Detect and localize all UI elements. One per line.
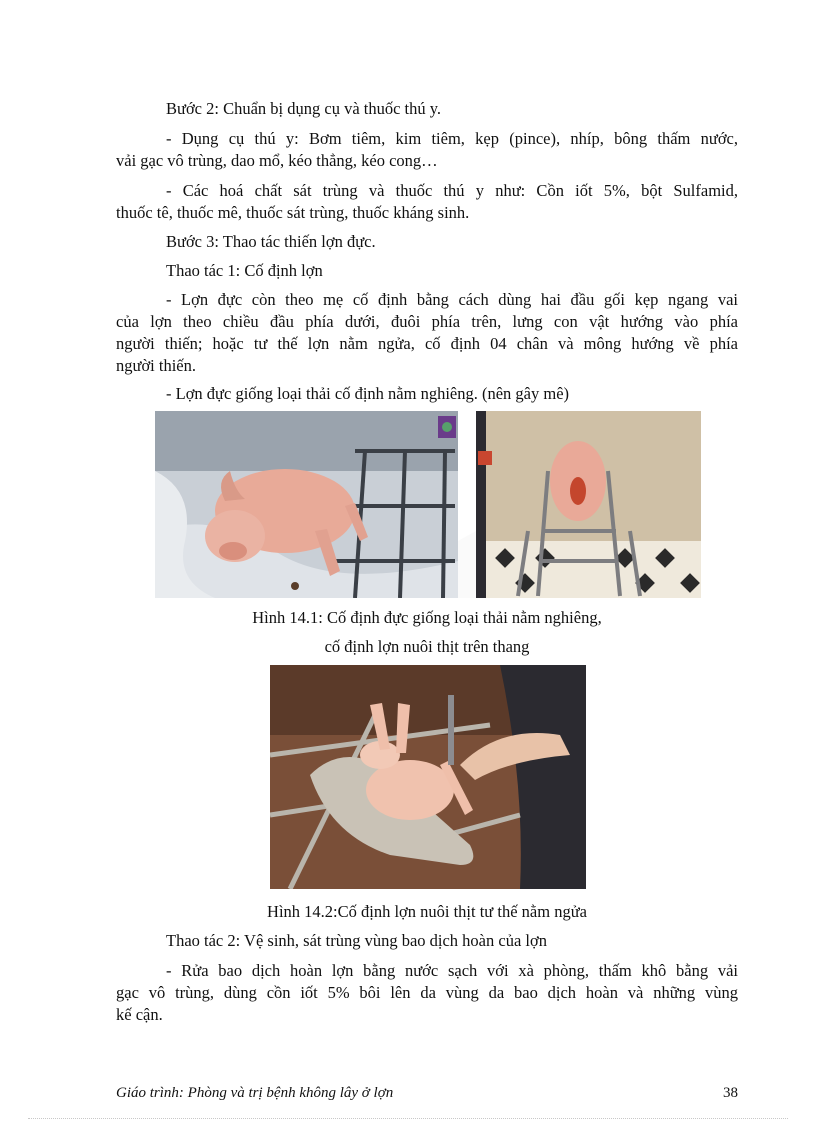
paragraph-step2-heading: Bước 2: Chuẩn bị dụng cụ và thuốc thú y.	[166, 99, 442, 118]
photo-piglet-lying-on-back	[270, 665, 586, 889]
paragraph-tools-line1: - Dụng cụ thú y: Bơm tiêm, kim tiêm, kẹp (pince), nhíp, bông thấm nước,	[166, 129, 738, 148]
paragraph-operation2-heading: Thao tác 2: Vệ sinh, sát trùng vùng bao dịch hoàn của lợn	[166, 931, 547, 950]
paragraph-wash-line1: - Rửa bao dịch hoàn lợn bằng nước sạch với xà phòng, thấm khô bằng vải	[166, 961, 738, 980]
paragraph-wash-line2: gạc vô trùng, dùng cồn iốt 5% bôi lên da vùng da bao dịch hoàn và những vùng	[116, 983, 738, 1002]
figure-14-1-caption-line1: Hình 14.1: Cố định đực giống loại thải nằm nghiêng,	[252, 608, 602, 627]
footer-book-title: Giáo trình: Phòng và trị bệnh không lây ở lợn	[116, 1085, 394, 1101]
paragraph-fixation-line2: của lợn theo chiều đầu phía dưới, đuôi phía trên, lưng con vật hướng vào phía	[116, 312, 738, 331]
page-number: 38	[723, 1085, 738, 1101]
paragraph-step3-heading: Bước 3: Thao tác thiến lợn đực.	[166, 232, 376, 251]
footer-divider	[28, 1118, 788, 1119]
photo-boar-lying-on-side	[155, 411, 458, 598]
paragraph-chemicals-line2: thuốc tê, thuốc mê, thuốc sát trùng, thuốc kháng sinh.	[116, 203, 470, 222]
figure-14-1-caption-line2: cố định lợn nuôi thịt trên thang	[324, 637, 530, 656]
paragraph-fixation-line1: - Lợn đực còn theo mẹ cố định bằng cách dùng hai đầu gối kẹp ngang vai	[166, 290, 738, 309]
paragraph-fixation-line4: người thiến.	[116, 356, 196, 375]
paragraph-fixation-line3: người thiến; hoặc tư thế lợn nằm ngửa, cố định 04 chân và mông hướng về phía	[116, 334, 738, 353]
figure-14-2-caption: Hình 14.2:Cố định lợn nuôi thịt tư thế nằm ngửa	[267, 902, 587, 921]
paragraph-breeding-boar: - Lợn đực giống loại thải cố định nằm nghiêng. (nên gây mê)	[166, 384, 570, 403]
paragraph-operation1-heading: Thao tác 1: Cố định lợn	[166, 261, 323, 280]
paragraph-wash-line3: kế cận.	[116, 1005, 163, 1024]
paragraph-tools-line2: vải gạc vô trùng, dao mổ, kéo thẳng, kéo cong…	[116, 151, 438, 170]
paragraph-chemicals-line1: - Các hoá chất sát trùng và thuốc thú y như: Cồn iốt 5%, bột Sulfamid,	[166, 181, 738, 200]
photo-pig-on-ladder-frame	[458, 411, 701, 598]
